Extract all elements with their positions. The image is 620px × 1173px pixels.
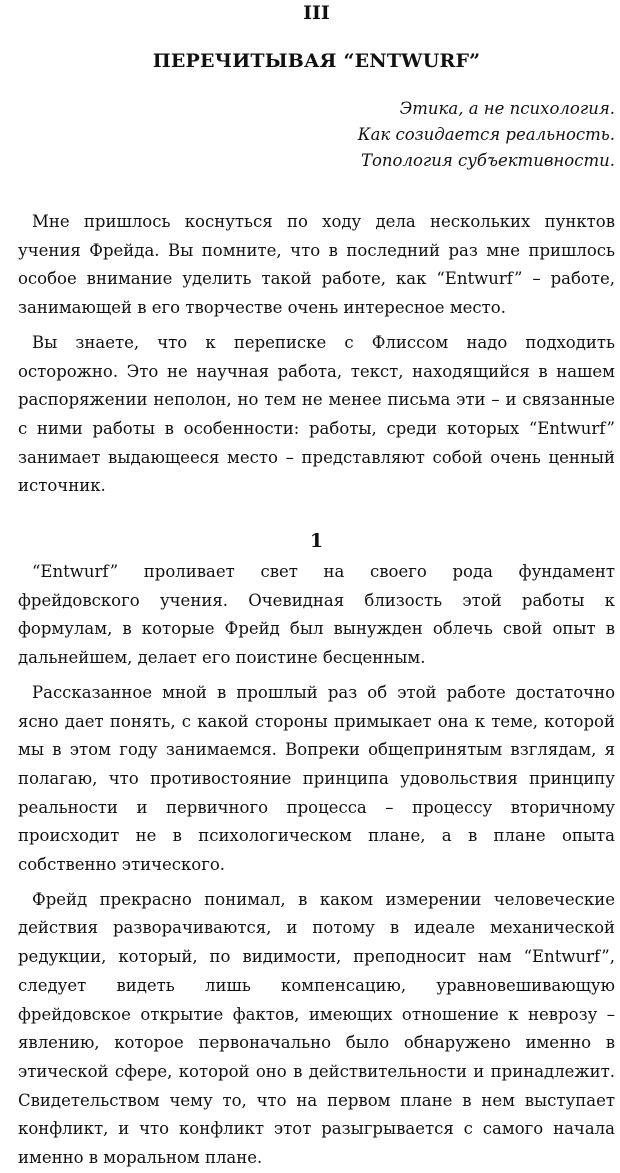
paragraph: Рассказанное мной в прошлый раз об этой работе достаточно ясно дает понять, с какой стороны примыкает она к теме, которой мы в этом году занимаемся. Вопреки общепринятым взглядам, я полагаю, что противостояние принципа удовольствия принципу реальности и первичного процесса – процессу вторичному происходит не в психологическом плане, а в плане опыта собственно этического. <box>18 682 615 875</box>
epigraph-line: Этика, а не психология. <box>399 99 615 118</box>
epigraph <box>18 96 615 174</box>
section-number: 1 <box>309 530 324 553</box>
paragraph: Вы знаете, что к переписке с Флиссом надо подходить осторожно. Это не научная работа, текст, находящийся в нашем распоряжении неполон, но тем не менее письма эти – и связанные с ними работы в особенности: работы, среди которых “Entwurf” занимает выдающееся место – представляют собой очень ценный источник. <box>18 332 615 496</box>
epigraph-line: Как созидается реальность. <box>357 125 615 144</box>
paragraph: Фрейд прекрасно понимал, в каком измерении человеческие действия разворачиваются, и потому в идеале механической редукции, который, по видимости, преподносит нам “Entwurf”, следует видеть лишь компенсацию, уравновешивающую фрейдовское открытие фактов, имеющих отношение к неврозу – явлению, которое первоначально было обнаружено именно в этической сфере, которой оно в действительности и принадлежит. Свидетельством чему то, что на первом плане в нем выступает конфликт, и что конфликт этот разыгрывается с самого начала именно в моральном плане. <box>18 889 615 1168</box>
epigraph-line: Топология субъективности. <box>360 151 615 170</box>
section-1 <box>18 527 615 1173</box>
intro-text <box>18 208 615 501</box>
paragraph: Мне пришлось коснуться по ходу дела нескольких пунктов учения Фрейда. Вы помните, что в последний раз мне пришлось особое внимание уделить такой работе, как “Entwurf” – работе, занимающей в его творчестве очень интересное место. <box>18 212 615 318</box>
chapter-number: III <box>303 2 330 24</box>
paragraph: “Entwurf” проливает свет на своего рода фундамент фрейдовского учения. Очевидная близость этой работы к формулам, в которые Фрейд был вынужден облечь свой опыт в дальнейшем, делает его поистине бесценным. <box>18 562 615 668</box>
chapter-title: ПЕРЕЧИТЫВАЯ “ENTWURF” <box>152 50 481 72</box>
